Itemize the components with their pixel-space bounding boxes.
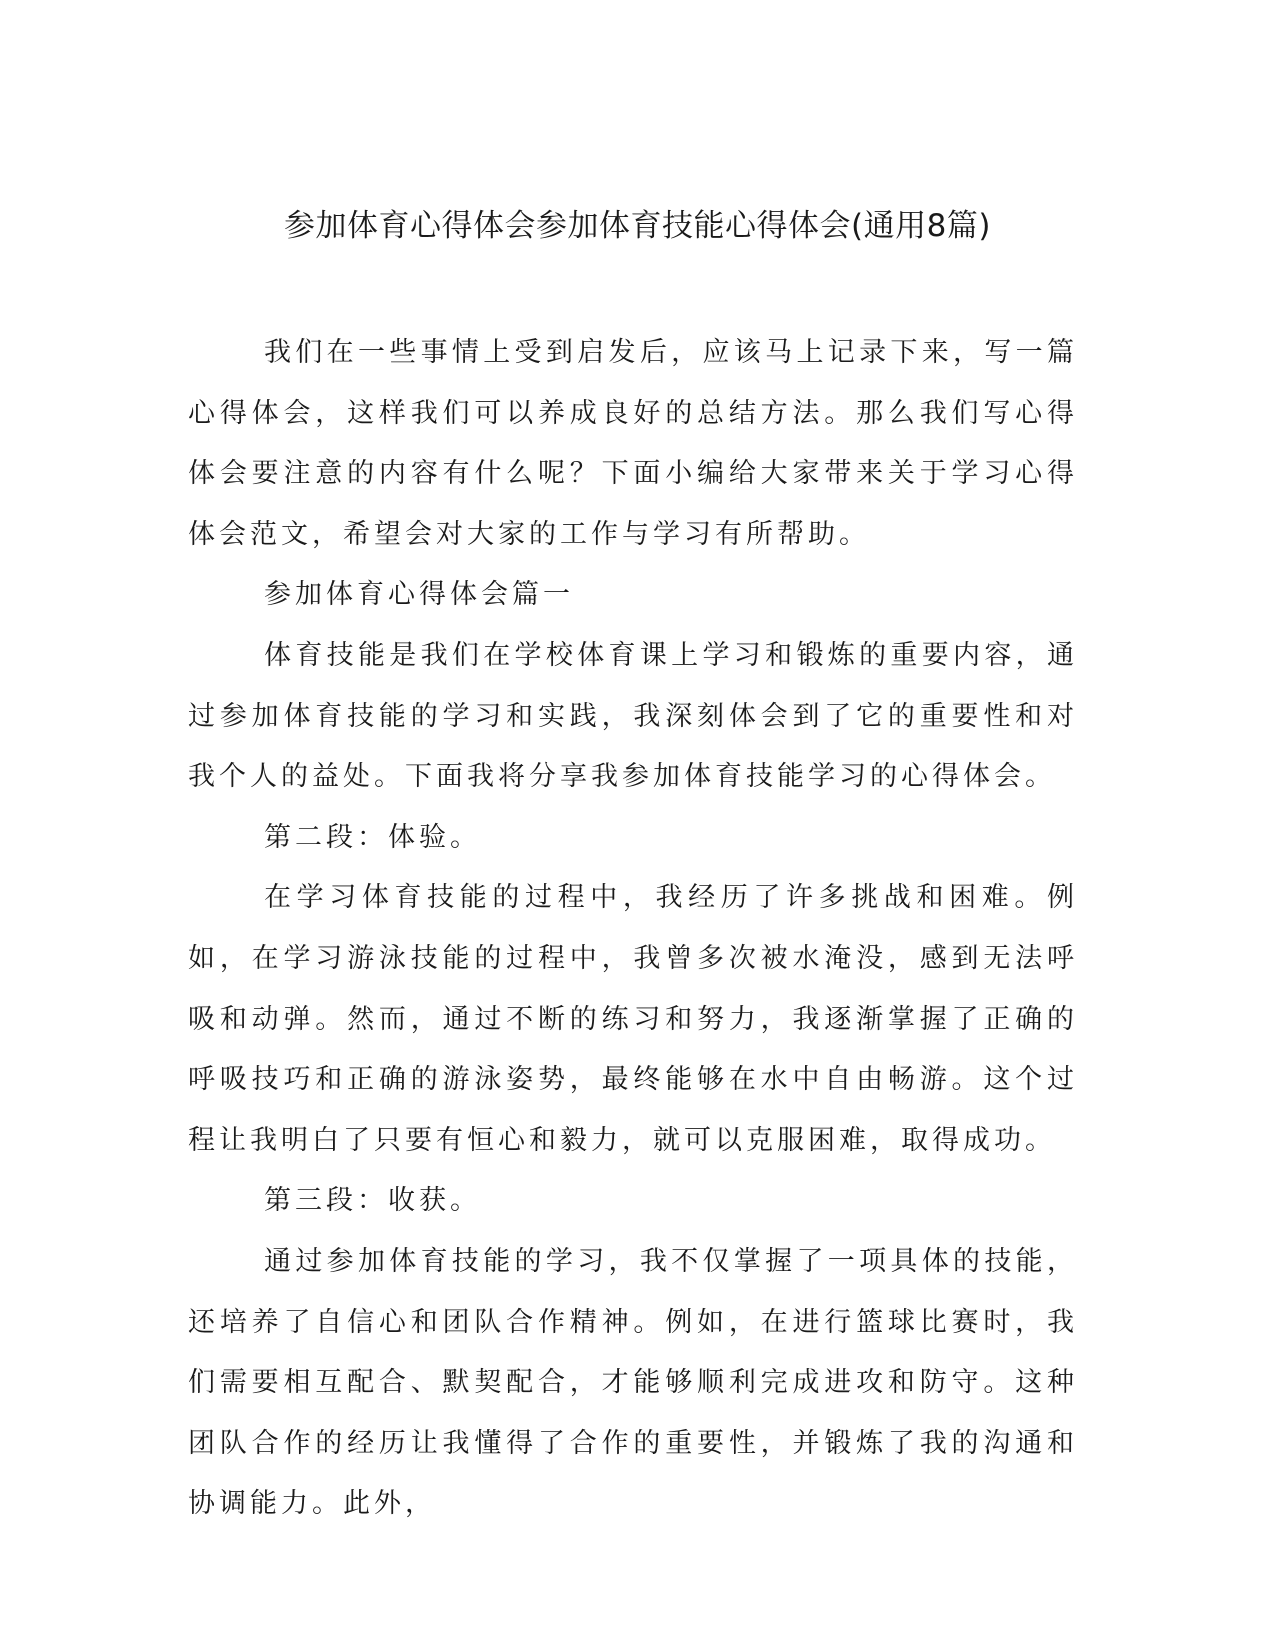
document-title: 参加体育心得体会参加体育技能心得体会(通用8篇) (284, 208, 991, 244)
section-heading-part-one: 参加体育心得体会篇一 (264, 579, 574, 611)
body-paragraph: 通过参加体育技能的学习，我不仅掌握了一项具体的技能，还培养了自信心和团队合作精神。例如，在进行篮球比赛时，我们需要相互配合、默契配合，才能够顺利完成进攻和防守。这种团队合作的经历让我懂得了合作的重要性，并锻炼了我的沟通和协调能力。此外， (188, 1245, 1078, 1520)
document-body (188, 323, 1078, 1535)
body-paragraph: 体育技能是我们在学校体育课上学习和锻炼的重要内容，通过参加体育技能的学习和实践，我深刻体会到了它的重要性和对我个人的益处。下面我将分享我参加体育技能学习的心得体会。 (188, 639, 1078, 793)
body-paragraph: 在学习体育技能的过程中，我经历了许多挑战和困难。例如，在学习游泳技能的过程中，我曾多次被水淹没，感到无法呼吸和动弹。然而，通过不断的练习和努力，我逐渐掌握了正确的呼吸技巧和正确的游泳姿势，最终能够在水中自由畅游。这个过程让我明白了只要有恒心和毅力，就可以克服困难，取得成功。 (188, 882, 1078, 1156)
intro-paragraph: 我们在一些事情上受到启发后，应该马上记录下来，写一篇心得体会，这样我们可以养成良好的总结方法。那么我们写心得体会要注意的内容有什么呢？下面小编给大家带来关于学习心得体会范文，希望会对大家的工作与学习有所帮助。 (188, 337, 1078, 550)
section-heading-experience: 第二段：体验。 (264, 821, 481, 853)
section-heading-gains: 第三段：收获。 (264, 1185, 481, 1217)
